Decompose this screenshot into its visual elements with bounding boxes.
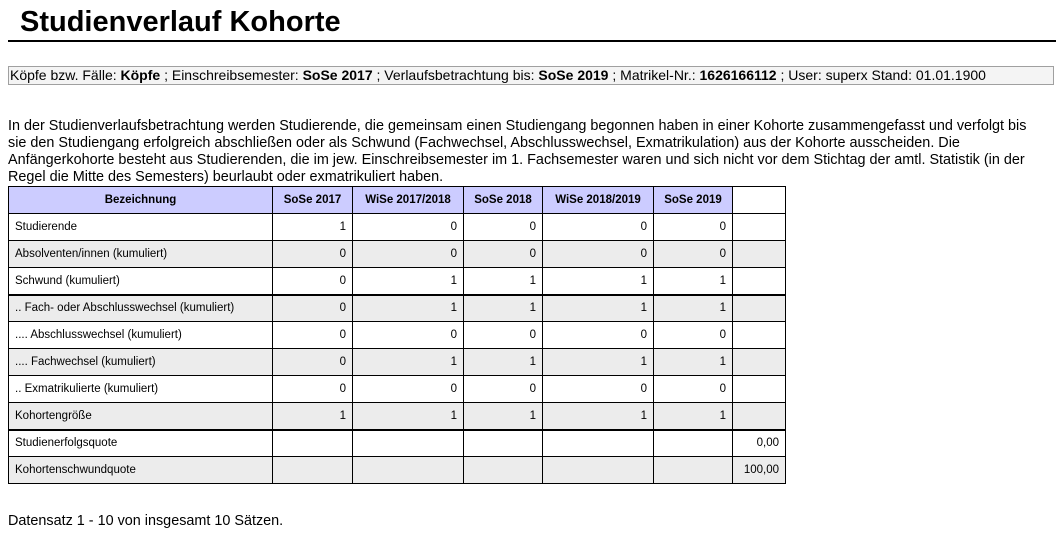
cell-value: 0 — [464, 376, 543, 403]
cell-value: 0 — [353, 376, 464, 403]
cell-value — [733, 376, 786, 403]
table-row — [9, 349, 786, 376]
row-label: Kohortenschwundquote — [9, 457, 273, 484]
cell-value: 1 — [654, 295, 733, 322]
cell-value — [654, 430, 733, 457]
cell-value: 0 — [353, 241, 464, 268]
cell-value — [733, 403, 786, 430]
header-sose-2019: SoSe 2019 — [654, 187, 733, 214]
table-row — [9, 241, 786, 268]
cell-value: 0 — [543, 214, 654, 241]
cell-value: 1 — [543, 295, 654, 322]
cell-value: 1 — [353, 403, 464, 430]
cell-value: 0 — [273, 376, 353, 403]
cell-value: 0 — [543, 376, 654, 403]
header-wise-2018-2019: WiSe 2018/2019 — [543, 187, 654, 214]
cell-value: 0 — [654, 376, 733, 403]
filter-bis-value: SoSe 2019 — [538, 67, 609, 83]
cell-value: 0 — [273, 268, 353, 295]
header-sose-2018: SoSe 2018 — [464, 187, 543, 214]
cell-value — [733, 295, 786, 322]
cell-value: 1 — [654, 349, 733, 376]
cell-value: 0 — [353, 322, 464, 349]
row-label: .... Abschlusswechsel (kumuliert) — [9, 322, 273, 349]
row-label: .. Exmatrikulierte (kumuliert) — [9, 376, 273, 403]
cohort-table — [8, 186, 786, 484]
cell-value: 0 — [273, 295, 353, 322]
description-text: In der Studienverlaufsbetrachtung werden Studierende, die gemeinsam einen Studiengang begonnen haben in einer Kohorte zusammengefasst und verfolgt bis sie den Studiengang erfolgreich abschließen oder als Schwund (Fachwechsel, Abschlusswechsel, Exmatrikulation) aus der Kohorte ausscheiden. Die Anfängerkohorte besteht aus Studierenden, die im jew. Einschreibsemester im 1. Fachsemester waren und sich nicht vor dem Stichtag der amtl. Statistik (in der Regel die Mitte des Semesters) beurlaubt oder exmatrikuliert haben. — [8, 118, 1027, 185]
record-count: Datensatz 1 - 10 von insgesamt 10 Sätzen. — [8, 513, 284, 529]
filter-koepfe-value: Köpfe — [120, 67, 161, 83]
filter-semester-value: SoSe 2017 — [302, 67, 373, 83]
header-wise-2017-2018: WiSe 2017/2018 — [353, 187, 464, 214]
cell-value: 1 — [353, 349, 464, 376]
table-row — [9, 376, 786, 403]
cell-value — [464, 457, 543, 484]
table-row — [9, 214, 786, 241]
cell-value: 0 — [273, 322, 353, 349]
cell-value — [733, 322, 786, 349]
row-label: Schwund (kumuliert) — [9, 268, 273, 295]
cell-value: 0 — [654, 322, 733, 349]
cell-value: 1 — [464, 403, 543, 430]
table-row — [9, 430, 786, 457]
filter-koepfe-label: Köpfe bzw. Fälle: — [10, 67, 117, 83]
filter-bis-label: ; Verlaufsbetrachtung bis: — [376, 67, 535, 83]
cell-value — [273, 430, 353, 457]
row-label: Kohortengröße — [9, 403, 273, 430]
cell-value: 1 — [654, 403, 733, 430]
header-bezeichnung: Bezeichnung — [9, 187, 273, 214]
cell-value — [353, 430, 464, 457]
cell-value: 1 — [464, 295, 543, 322]
filter-user-stand: ; User: superx Stand: 01.01.1900 — [780, 67, 986, 83]
cell-value: 0 — [353, 214, 464, 241]
row-label: .... Fachwechsel (kumuliert) — [9, 349, 273, 376]
row-label: Studienerfolgsquote — [9, 430, 273, 457]
filter-matrikel-label: ; Matrikel-Nr.: — [612, 67, 696, 83]
filter-semester-label: ; Einschreibsemester: — [164, 67, 299, 83]
cell-value: 1 — [273, 214, 353, 241]
title-divider — [8, 40, 1056, 42]
table-row — [9, 457, 786, 484]
cell-value: 0 — [543, 322, 654, 349]
cell-value: 0,00 — [733, 430, 786, 457]
cell-value: 1 — [464, 268, 543, 295]
table-row — [9, 268, 786, 295]
cell-value: 0 — [273, 241, 353, 268]
header-quote — [733, 187, 786, 214]
table-row — [9, 322, 786, 349]
cell-value — [353, 457, 464, 484]
cell-value: 1 — [543, 268, 654, 295]
row-label: Studierende — [9, 214, 273, 241]
cell-value — [733, 241, 786, 268]
cell-value — [733, 214, 786, 241]
cell-value: 1 — [654, 268, 733, 295]
cell-value: 1 — [464, 349, 543, 376]
cell-value: 0 — [273, 349, 353, 376]
cell-value: 100,00 — [733, 457, 786, 484]
cell-value: 0 — [464, 214, 543, 241]
row-label: Absolventen/innen (kumuliert) — [9, 241, 273, 268]
cell-value: 0 — [464, 322, 543, 349]
row-label: .. Fach- oder Abschlusswechsel (kumuliert) — [9, 295, 273, 322]
table-header-row — [9, 187, 786, 214]
cell-value: 0 — [654, 241, 733, 268]
cell-value — [543, 457, 654, 484]
page-title: Studienverlauf Kohorte — [20, 6, 341, 38]
cell-value: 1 — [543, 403, 654, 430]
cell-value — [273, 457, 353, 484]
table-row — [9, 295, 786, 322]
table-row — [9, 403, 786, 430]
filter-summary — [8, 66, 1054, 85]
cell-value — [543, 430, 654, 457]
cell-value: 1 — [543, 349, 654, 376]
header-sose-2017: SoSe 2017 — [273, 187, 353, 214]
filter-matrikel-value: 1626166112 — [699, 67, 777, 83]
cell-value — [733, 268, 786, 295]
cell-value: 1 — [353, 268, 464, 295]
cell-value: 1 — [273, 403, 353, 430]
cell-value — [654, 457, 733, 484]
cell-value — [464, 430, 543, 457]
cell-value: 0 — [464, 241, 543, 268]
cell-value: 0 — [654, 214, 733, 241]
cell-value: 0 — [543, 241, 654, 268]
cell-value: 1 — [353, 295, 464, 322]
cell-value — [733, 349, 786, 376]
